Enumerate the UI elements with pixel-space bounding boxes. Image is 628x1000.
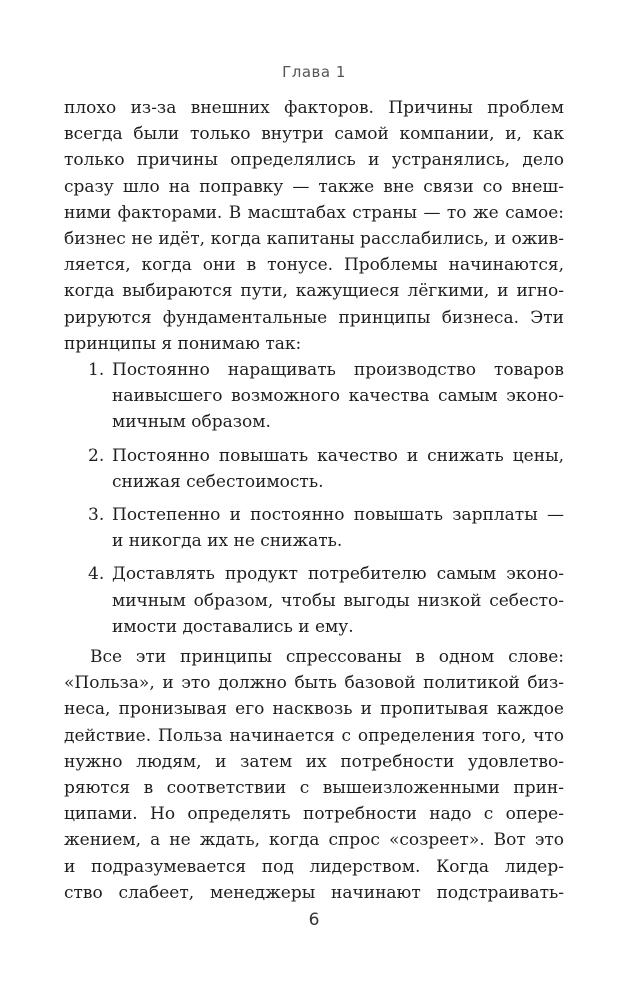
paragraph-2: [64, 644, 564, 906]
text-line: Постоянно наращивать производство товаров: [112, 360, 564, 381]
text-line: снижая себестоимость.: [112, 471, 324, 492]
list-number: 4.: [88, 564, 105, 585]
text-line: наивысшего возможного качества самым эконо-: [112, 386, 564, 407]
text-line: ство слабеет, менеджеры начинают подстраивать-: [64, 882, 564, 903]
text-line: Постепенно и постоянно повышать зарплаты —: [112, 505, 564, 526]
list-number: 3.: [88, 505, 105, 526]
text-line: нужно людям, и затем их потребности удовлетво-: [64, 751, 564, 772]
text-line: бизнес не идёт, когда капитаны расслабились, и ожив-: [64, 229, 564, 250]
text-line: и подразумевается под лидерством. Когда лидер-: [64, 856, 564, 877]
list-number: 2.: [88, 445, 105, 466]
text-line: мичным образом.: [112, 412, 271, 433]
page-text: [64, 95, 564, 906]
text-line: ряются в соответствии с вышеизложенными прин-: [64, 778, 564, 799]
text-line: ляется, когда они в тонусе. Проблемы начинаются,: [64, 255, 564, 276]
text-line: неса, пронизывая его насквозь и пропитывая каждое: [64, 699, 564, 720]
text-line: жением, а не ждать, когда спрос «созреет». Вот это: [64, 830, 564, 851]
text-line: Все эти принципы спрессованы в одном слове:: [90, 647, 564, 668]
text-line: когда выбираются пути, кажущиеся лёгкими, и игно-: [64, 281, 564, 302]
text-line: только причины определялись и устранялись, дело: [64, 150, 564, 171]
running-header: Глава 1: [282, 63, 346, 81]
text-line: рируются фундаментальные принципы бизнеса. Эти: [64, 307, 564, 328]
text-line: «Польза», и это должно быть базовой политикой биз-: [64, 673, 564, 694]
text-line: ними факторами. В масштабах страны — то же самое:: [64, 202, 564, 223]
list-item: [64, 561, 564, 640]
text-line: Постоянно повышать качество и снижать цены,: [112, 445, 564, 466]
text-line: принципы я понимаю так:: [64, 333, 302, 354]
list-item: [64, 357, 564, 436]
text-line: имости доставались и ему.: [112, 616, 354, 637]
paragraph-1: [64, 95, 564, 357]
text-line: плохо из-за внешних факторов. Причины проблем: [64, 98, 564, 118]
text-line: ципами. Но определять потребности надо с опере-: [64, 804, 564, 825]
text-line: сразу шло на поправку — также вне связи со внеш-: [64, 176, 564, 197]
text-line: всегда были только внутри самой компании, и, как: [64, 124, 564, 145]
list-item: [64, 502, 564, 554]
page-number: 6: [308, 910, 320, 930]
principles-list: [64, 357, 564, 640]
list-item: [64, 443, 564, 495]
text-line: действие. Польза начинается с определения того, что: [64, 725, 564, 746]
text-line: Доставлять продукт потребителю самым эконо-: [112, 564, 564, 585]
list-number: 1.: [88, 360, 105, 381]
text-line: мичным образом, чтобы выгоды низкой себесто-: [112, 590, 564, 611]
text-line: и никогда их не снижать.: [112, 531, 343, 552]
